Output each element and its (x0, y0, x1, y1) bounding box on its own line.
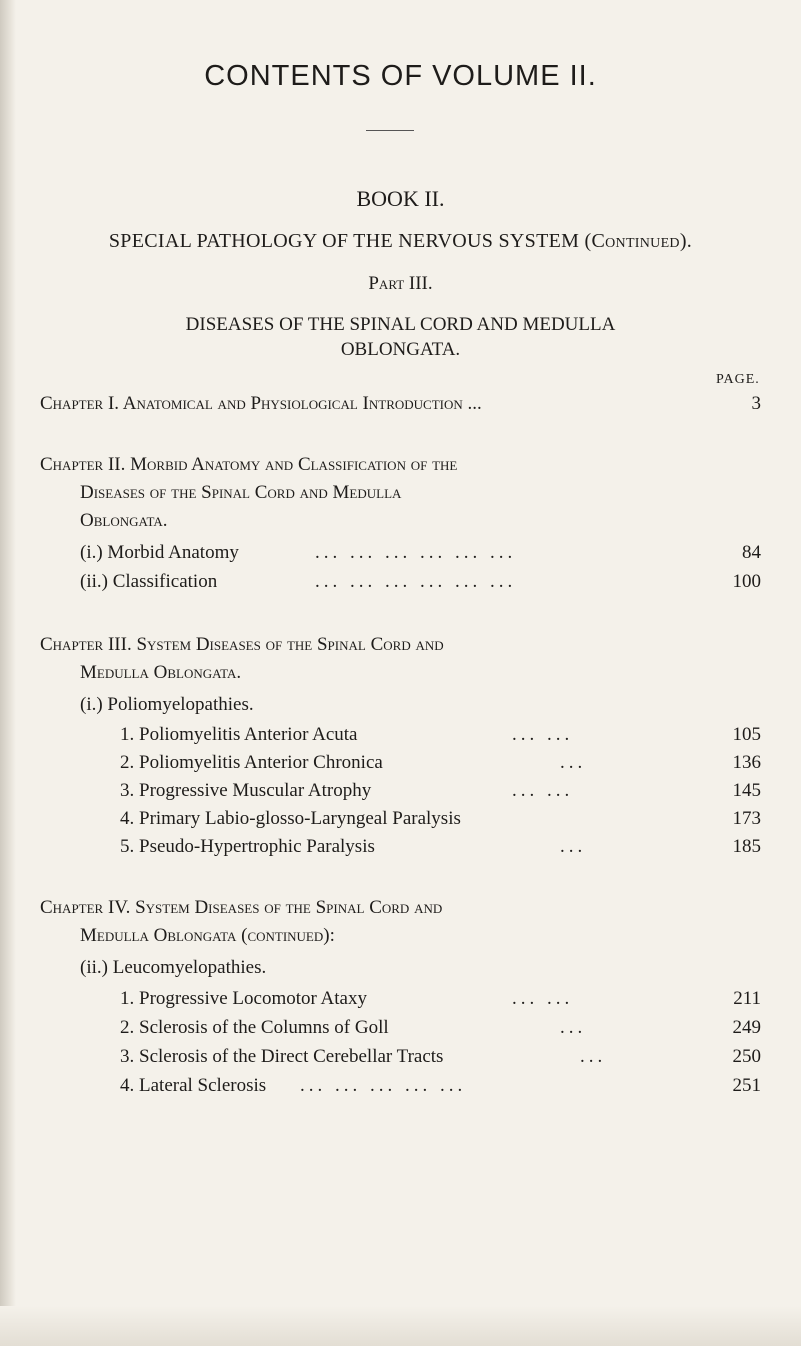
item-leader-dots: ... ... (512, 724, 574, 745)
chapter-2-title-line3: Oblongata. (80, 510, 168, 531)
item-label: (i.) Morbid Anatomy (80, 542, 239, 563)
chapter-2-title-line2: Diseases of the Spinal Cord and Medulla (80, 482, 402, 503)
page-bottom-shadow (0, 1306, 801, 1346)
item-label: (ii.) Classification (80, 571, 218, 592)
chapter-2-item-1 (80, 542, 517, 564)
chapter-4-title-line1: Chapter IV. System Diseases of the Spinal Cord and (40, 897, 443, 918)
page-column-label: PAGE. (716, 372, 760, 387)
item-leader-dots: ... ... ... ... ... ... (315, 571, 517, 592)
diseases-heading-line1: DISEASES OF THE SPINAL CORD AND MEDULLA (185, 314, 616, 335)
chapter-3-subheading: (i.) Poliomyelopathies. (80, 694, 254, 715)
chapter-3-item-1 (120, 724, 574, 746)
item-label: 1. Progressive Locomotor Ataxy (120, 988, 367, 1009)
item-leader-dots: ... (560, 836, 587, 857)
chapter-3-item-1-page: 105 (732, 724, 761, 745)
chapter-3-title-line1: Chapter III. System Diseases of the Spinal Cord and (40, 634, 444, 655)
item-leader-dots: ... (580, 1046, 607, 1067)
item-label: 3. Progressive Muscular Atrophy (120, 780, 372, 801)
item-label: 3. Sclerosis of the Direct Cerebellar Tracts (120, 1046, 444, 1067)
chapter-3-item-3 (120, 780, 574, 802)
item-label: 4. Lateral Sclerosis (120, 1075, 267, 1096)
diseases-heading (0, 312, 801, 362)
chapter-4-item-2 (120, 1017, 587, 1039)
item-leader-dots: ... ... ... ... ... (300, 1075, 467, 1096)
chapter-4-subheading: (ii.) Leucomyelopathies. (80, 957, 267, 978)
chapter-1-page: 3 (751, 393, 761, 414)
chapter-3-item-2 (120, 752, 587, 774)
special-heading: SPECIAL PATHOLOGY OF THE NERVOUS SYSTEM (Continued). (108, 230, 693, 252)
chapter-3-item-4 (120, 808, 461, 830)
item-label: 2. Sclerosis of the Columns of Goll (120, 1017, 389, 1038)
chapter-3-item-2-page: 136 (732, 752, 761, 773)
chapter-3-item-5-page: 185 (732, 836, 761, 857)
item-leader-dots: ... (560, 752, 587, 773)
chapter-2-item-2-page: 100 (732, 571, 761, 592)
item-label: 1. Poliomyelitis Anterior Acuta (120, 724, 358, 745)
item-leader-dots: ... (560, 1017, 587, 1038)
item-label: 4. Primary Labio-glosso-Laryngeal Paralysis (120, 808, 461, 829)
diseases-heading-line2: OBLONGATA. (340, 339, 461, 360)
item-leader-dots: ... ... (512, 988, 574, 1009)
chapter-4-item-1 (120, 988, 574, 1010)
item-leader-dots: ... ... ... ... ... ... (315, 542, 517, 563)
chapter-3-item-5 (120, 836, 587, 858)
chapter-4-title-line2: Medulla Oblongata (continued): (80, 925, 335, 946)
part-heading: Part III. (368, 273, 433, 294)
chapter-4-item-3 (120, 1046, 607, 1068)
book-heading: BOOK II. (356, 186, 445, 211)
chapter-3-title-line2: Medulla Oblongata. (80, 662, 242, 683)
chapter-2-item-2 (80, 571, 517, 593)
chapter-4-item-4-page: 251 (732, 1075, 761, 1096)
chapter-3-item-4-page: 173 (732, 808, 761, 829)
item-label: 5. Pseudo-Hypertrophic Paralysis (120, 836, 375, 857)
chapter-4-item-1-page: 211 (733, 988, 761, 1009)
volume-heading: CONTENTS OF VOLUME II. (204, 60, 597, 92)
chapter-3-item-3-page: 145 (732, 780, 761, 801)
item-leader-dots: ... ... (512, 780, 574, 801)
chapter-2-item-1-page: 84 (742, 542, 761, 563)
divider-rule (366, 130, 414, 131)
chapter-4-item-2-page: 249 (732, 1017, 761, 1038)
chapter-4-item-4 (120, 1075, 467, 1097)
chapter-2-title-line1: Chapter II. Morbid Anatomy and Classification of the (40, 454, 458, 475)
item-label: 2. Poliomyelitis Anterior Chronica (120, 752, 383, 773)
chapter-4-item-3-page: 250 (732, 1046, 761, 1067)
chapter-1-title: Chapter I. Anatomical and Physiological Introduction ... (40, 393, 482, 414)
